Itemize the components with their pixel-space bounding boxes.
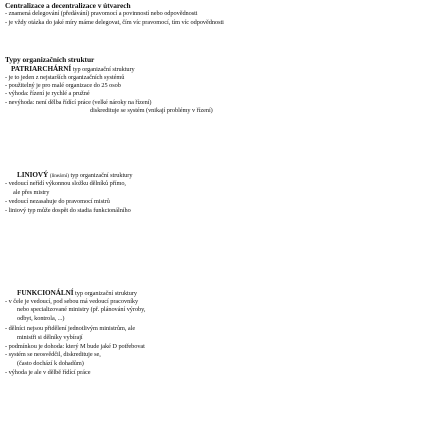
functional-line-7: - systém se neosvědčil, diskredituje se, — [5, 351, 101, 358]
linear-heading-paren: (lineární) — [49, 173, 69, 179]
functional-line-6: - podmínkou je dohoda: který M bude jaké D potřebovat — [5, 343, 145, 350]
functional-heading-name: FUNKCIONÁLNÍ — [17, 289, 74, 297]
patriarchal-line-2: - použitelný je pro malé organizace do 25 osob — [5, 82, 121, 89]
functional-line-5: ministři si dělníky vybírají — [17, 334, 83, 341]
functional-line-1: - v čele je vedoucí, pod sebou má vedoucí pracovníky — [5, 298, 139, 305]
linear-line-4: - liniový typ může dospět do stadia funkcionálního — [5, 207, 131, 214]
patriarchal-line-5: diskredituje se systém (vnikají problémy v řízení) — [90, 107, 213, 114]
centralization-bullet-2: - je vždy otázka do jaké míry máme delegovat, čím víc pravomocí, tím víc odpovědnosti — [5, 19, 224, 26]
linear-heading-rest: typ organizační struktury — [70, 172, 133, 179]
functional-line-8: (často dochází k dohadům) — [17, 360, 84, 367]
patriarchal-line-1: - je to jeden z nejstarších organizačních systémů — [5, 74, 125, 81]
patriarchal-heading-rest: typ organizační struktury — [72, 66, 135, 73]
functional-heading — [17, 289, 137, 298]
patriarchal-line-4: - nevýhoda: není dělba řídící práce (velké nároky na řízení) — [5, 99, 152, 106]
functional-line-9: - výhoda je ale v dělbě řídící práce — [5, 369, 91, 376]
linear-heading — [17, 171, 132, 180]
centralization-bullet-1: - znamená delegování (předávání) pravomocí a povinností nebo odpovědnosti — [5, 10, 198, 17]
functional-line-4: - dělníci nejsou přidělení jednotlivým ministrům, ale — [5, 325, 136, 332]
functional-line-2: nebo specializované ministry (př. plánování výroby, — [17, 306, 146, 313]
functional-line-3: odbyt, kontrola, ...) — [17, 315, 65, 322]
section-title-centralization: Centralizace a decentralizace v útvarech — [5, 1, 131, 10]
linear-line-3: - vedoucí nezasahuje do pravomocí mistrů — [5, 198, 110, 205]
patriarchal-heading — [11, 65, 135, 74]
patriarchal-heading-name: PATRIARCHÁRNÍ — [11, 65, 72, 73]
linear-line-2: ale přes mistry — [13, 189, 50, 196]
section-title-types: Typy organizačních struktur — [5, 55, 95, 64]
functional-heading-rest: typ organizační struktury — [75, 290, 137, 297]
patriarchal-line-3: - výhoda: řízení je rychlé a pružné — [5, 90, 90, 97]
linear-heading-name: LINIOVÝ — [17, 171, 49, 179]
linear-line-1: - vedoucí neřídí výkonnou složku dělníků přímo, — [5, 180, 126, 187]
